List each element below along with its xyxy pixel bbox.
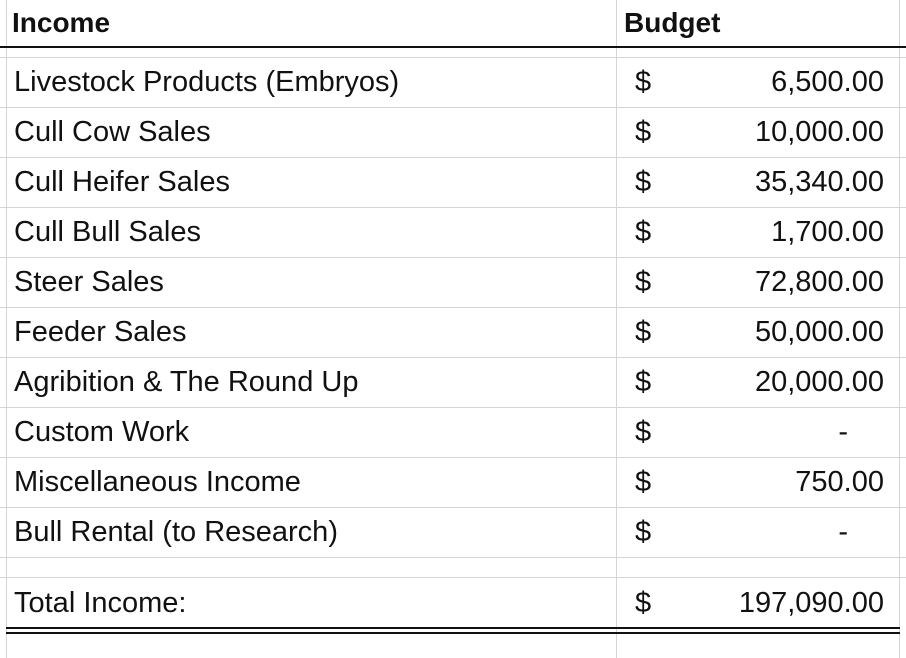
row-label[interactable]: Agribition & The Round Up bbox=[14, 366, 359, 398]
row-label[interactable]: Cull Bull Sales bbox=[14, 216, 201, 248]
currency-symbol: $ bbox=[635, 116, 652, 148]
currency-symbol: $ bbox=[635, 166, 652, 198]
total-double-underline-top bbox=[6, 627, 900, 629]
table-row bbox=[0, 58, 906, 108]
row-amount[interactable]: 72,800.00 bbox=[754, 266, 884, 298]
row-label[interactable]: Livestock Products (Embryos) bbox=[14, 66, 400, 98]
table-row bbox=[0, 208, 906, 258]
currency-symbol: $ bbox=[635, 66, 652, 98]
row-amount[interactable]: 1,700.00 bbox=[771, 216, 884, 248]
total-amount[interactable]: 197,090.00 bbox=[738, 586, 884, 619]
row-amount[interactable]: 50,000.00 bbox=[754, 316, 884, 348]
row-label[interactable]: Steer Sales bbox=[14, 266, 164, 298]
row-label[interactable]: Cull Heifer Sales bbox=[14, 166, 230, 198]
table-row bbox=[0, 108, 906, 158]
row-amount[interactable]: 6,500.00 bbox=[771, 66, 884, 98]
table-row bbox=[0, 258, 906, 308]
header-budget[interactable]: Budget bbox=[624, 7, 721, 38]
currency-symbol: $ bbox=[635, 516, 652, 548]
row-amount[interactable]: 20,000.00 bbox=[754, 366, 884, 398]
row-label[interactable]: Feeder Sales bbox=[14, 316, 187, 348]
currency-symbol: $ bbox=[635, 366, 652, 398]
row-label[interactable]: Custom Work bbox=[14, 416, 190, 448]
table-row bbox=[0, 508, 906, 558]
row-amount[interactable]: - bbox=[838, 416, 848, 448]
empty-row bbox=[0, 558, 906, 578]
header-income[interactable]: Income bbox=[12, 7, 111, 38]
header-row bbox=[0, 0, 906, 48]
table-row bbox=[0, 158, 906, 208]
table-row bbox=[0, 358, 906, 408]
row-amount[interactable]: 10,000.00 bbox=[754, 116, 884, 148]
total-row bbox=[0, 578, 906, 628]
spacer-row bbox=[0, 48, 906, 58]
row-amount[interactable]: - bbox=[838, 516, 848, 548]
row-amount[interactable]: 750.00 bbox=[795, 466, 884, 498]
currency-symbol: $ bbox=[635, 266, 652, 298]
row-amount[interactable]: 35,340.00 bbox=[754, 166, 884, 198]
row-label[interactable]: Cull Cow Sales bbox=[14, 116, 211, 148]
currency-symbol: $ bbox=[635, 316, 652, 348]
currency-symbol: $ bbox=[635, 466, 652, 498]
row-label[interactable]: Bull Rental (to Research) bbox=[14, 516, 338, 548]
table-row bbox=[0, 308, 906, 358]
currency-symbol: $ bbox=[635, 586, 652, 619]
currency-symbol: $ bbox=[635, 216, 652, 248]
table-row bbox=[0, 458, 906, 508]
currency-symbol: $ bbox=[635, 416, 652, 448]
row-label[interactable]: Miscellaneous Income bbox=[14, 466, 301, 498]
total-label[interactable]: Total Income: bbox=[14, 586, 187, 619]
total-double-underline-bottom bbox=[6, 632, 900, 634]
table-row bbox=[0, 408, 906, 458]
